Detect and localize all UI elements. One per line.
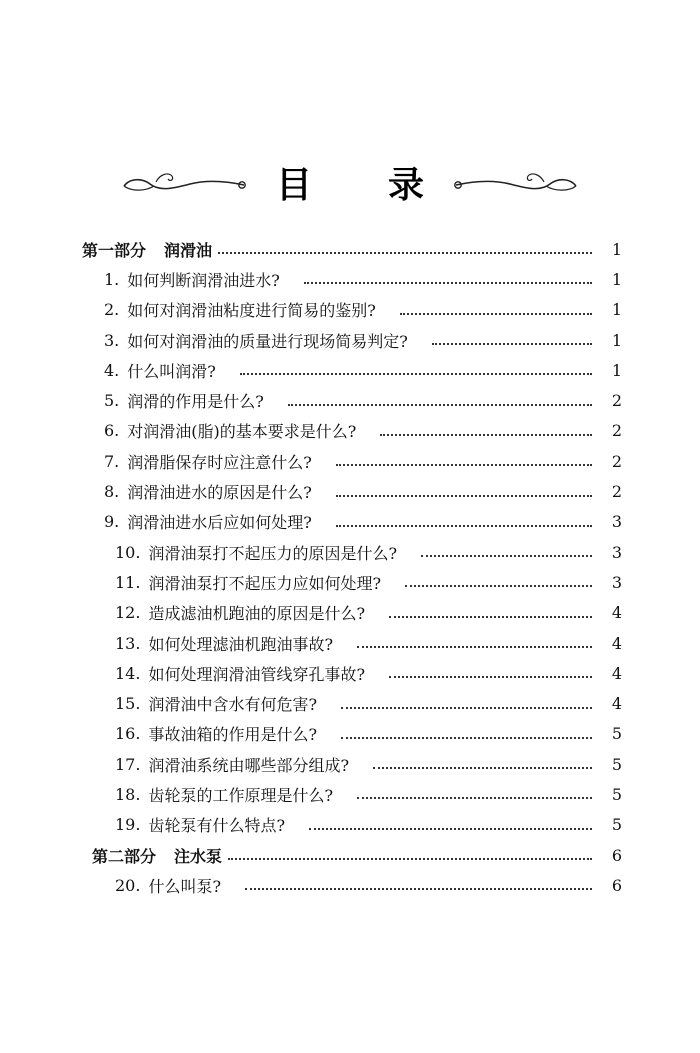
toc-part-row[interactable] — [0, 234, 700, 264]
toc-entry-number: 16. — [115, 724, 141, 744]
title-char-2: 录 — [387, 164, 424, 206]
toc-page-number: 3 — [611, 542, 622, 562]
toc-leader-dots — [309, 812, 592, 830]
toc-entry-number: 7. — [104, 451, 120, 471]
toc-leader-dots — [405, 569, 592, 587]
toc-entry-row[interactable] — [0, 658, 700, 688]
toc-page-number: 1 — [611, 300, 622, 320]
title-char-1: 目 — [276, 164, 313, 206]
toc-entry-number: 4. — [104, 360, 120, 380]
toc-entry-number: 9. — [104, 512, 120, 532]
toc-entry-title: 润滑脂保存时应注意什么? — [127, 452, 312, 472]
toc-leader-dots — [245, 872, 592, 890]
toc-entry-row[interactable] — [0, 688, 700, 718]
toc-leader-dots — [341, 691, 592, 709]
toc-entry-row[interactable] — [0, 325, 700, 355]
toc-entry-title: 事故油箱的作用是什么? — [148, 725, 318, 745]
toc-page-number: 3 — [611, 572, 622, 592]
toc-leader-dots — [357, 630, 592, 648]
toc-entry-number: 3. — [104, 330, 120, 350]
toc-page-number: 1 — [611, 360, 622, 380]
toc-entry-title: 造成滤油机跑油的原因是什么? — [148, 604, 366, 624]
toc-entry-title: 如何处理润滑油管线穿孔事故? — [148, 664, 366, 684]
toc-entry-title: 什么叫润滑? — [127, 361, 216, 381]
toc-entry-number: 11. — [115, 572, 141, 592]
toc-page-number: 4 — [611, 603, 622, 623]
toc-leader-dots — [336, 448, 592, 466]
toc-page-number: 3 — [611, 512, 622, 532]
toc-page-number: 2 — [611, 421, 622, 441]
toc-page-number: 5 — [611, 784, 622, 804]
table-of-contents — [0, 234, 700, 901]
toc-entry-number: 17. — [115, 754, 141, 774]
toc-part-title: 注水泵 — [174, 846, 223, 866]
toc-entry-row[interactable] — [0, 537, 700, 567]
toc-part-number: 第二部分 — [92, 846, 157, 866]
toc-entry-title: 如何对润滑油粘度进行简易的鉴别? — [127, 301, 376, 321]
toc-page-number: 2 — [611, 451, 622, 471]
toc-title-block — [100, 152, 600, 212]
toc-leader-dots — [357, 781, 592, 799]
toc-leader-dots — [341, 721, 592, 739]
toc-leader-dots — [421, 539, 592, 557]
toc-entry-row[interactable] — [0, 507, 700, 537]
toc-entry-row[interactable] — [0, 355, 700, 385]
toc-leader-dots — [400, 297, 592, 315]
toc-entry-number: 14. — [115, 663, 141, 683]
toc-entry-row[interactable] — [0, 385, 700, 415]
toc-entry-title: 润滑的作用是什么? — [127, 392, 264, 412]
toc-entry-row[interactable] — [0, 416, 700, 446]
toc-entry-row[interactable] — [0, 779, 700, 809]
toc-page-number: 4 — [611, 694, 622, 714]
left-flourish-icon — [120, 166, 250, 198]
toc-entry-title: 润滑油中含水有何危害? — [148, 695, 318, 715]
toc-entry-title: 如何判断润滑油进水? — [127, 270, 280, 290]
toc-leader-dots — [380, 418, 592, 436]
toc-entry-row[interactable] — [0, 719, 700, 749]
toc-leader-dots — [228, 842, 592, 860]
toc-entry-title: 如何对润滑油的质量进行现场简易判定? — [127, 331, 408, 351]
toc-entry-title: 润滑油泵打不起压力应如何处理? — [148, 573, 382, 593]
toc-entry-number: 10. — [115, 542, 141, 562]
toc-entry-number: 1. — [104, 269, 120, 289]
toc-entry-row[interactable] — [0, 598, 700, 628]
toc-entry-title: 润滑油进水后应如何处理? — [127, 513, 312, 533]
toc-page-number: 6 — [611, 875, 622, 895]
toc-entry-number: 6. — [104, 421, 120, 441]
toc-leader-dots — [389, 600, 592, 618]
toc-leader-dots — [288, 388, 592, 406]
toc-entry-title: 润滑油泵打不起压力的原因是什么? — [148, 543, 398, 563]
toc-entry-title: 如何处理滤油机跑油事故? — [148, 634, 334, 654]
toc-leader-dots — [389, 660, 592, 678]
toc-leader-dots — [336, 509, 592, 527]
toc-entry-number: 13. — [115, 633, 141, 653]
toc-entry-number: 8. — [104, 482, 120, 502]
toc-leader-dots — [432, 327, 592, 345]
toc-entry-title: 润滑油进水的原因是什么? — [127, 483, 312, 503]
toc-entry-row[interactable] — [0, 295, 700, 325]
toc-page-number: 2 — [611, 391, 622, 411]
toc-page-number: 5 — [611, 815, 622, 835]
toc-entry-number: 5. — [104, 391, 120, 411]
toc-entry-number: 19. — [115, 815, 141, 835]
toc-part-title: 润滑油 — [164, 240, 213, 260]
toc-entry-row[interactable] — [0, 476, 700, 506]
toc-entry-title: 齿轮泵的工作原理是什么? — [148, 785, 334, 805]
toc-page-number: 4 — [611, 633, 622, 653]
toc-entry-title: 对润滑油(脂)的基本要求是什么? — [127, 422, 357, 442]
toc-entry-title: 齿轮泵有什么特点? — [148, 816, 286, 836]
toc-entry-title: 润滑油系统由哪些部分组成? — [148, 755, 350, 775]
toc-entry-row[interactable] — [0, 264, 700, 294]
toc-part-number: 第一部分 — [82, 240, 147, 260]
toc-entry-row[interactable] — [0, 810, 700, 840]
right-flourish-icon — [450, 166, 580, 198]
toc-entry-row[interactable] — [0, 749, 700, 779]
toc-entry-number: 18. — [115, 784, 141, 804]
toc-entry-row[interactable] — [0, 628, 700, 658]
toc-leader-dots — [304, 266, 592, 284]
toc-entry-row[interactable] — [0, 870, 700, 900]
toc-page-number: 1 — [611, 239, 622, 259]
toc-entry-title: 什么叫泵? — [148, 876, 222, 896]
toc-entry-row[interactable] — [0, 446, 700, 476]
toc-entry-number: 15. — [115, 694, 141, 714]
toc-part-row[interactable] — [0, 840, 700, 870]
toc-leader-dots — [218, 236, 592, 254]
toc-page-number: 5 — [611, 724, 622, 744]
toc-page-number: 5 — [611, 754, 622, 774]
toc-leader-dots — [373, 751, 592, 769]
page-title — [250, 152, 450, 212]
toc-entry-row[interactable] — [0, 567, 700, 597]
toc-page-number: 1 — [611, 269, 622, 289]
toc-leader-dots — [240, 357, 592, 375]
toc-page-number: 4 — [611, 663, 622, 683]
toc-entry-number: 12. — [115, 603, 141, 623]
toc-entry-number: 2. — [104, 300, 120, 320]
toc-page-number: 2 — [611, 482, 622, 502]
toc-page-number: 6 — [611, 845, 622, 865]
toc-leader-dots — [336, 479, 592, 497]
toc-entry-number: 20. — [115, 875, 141, 895]
toc-page-number: 1 — [611, 330, 622, 350]
